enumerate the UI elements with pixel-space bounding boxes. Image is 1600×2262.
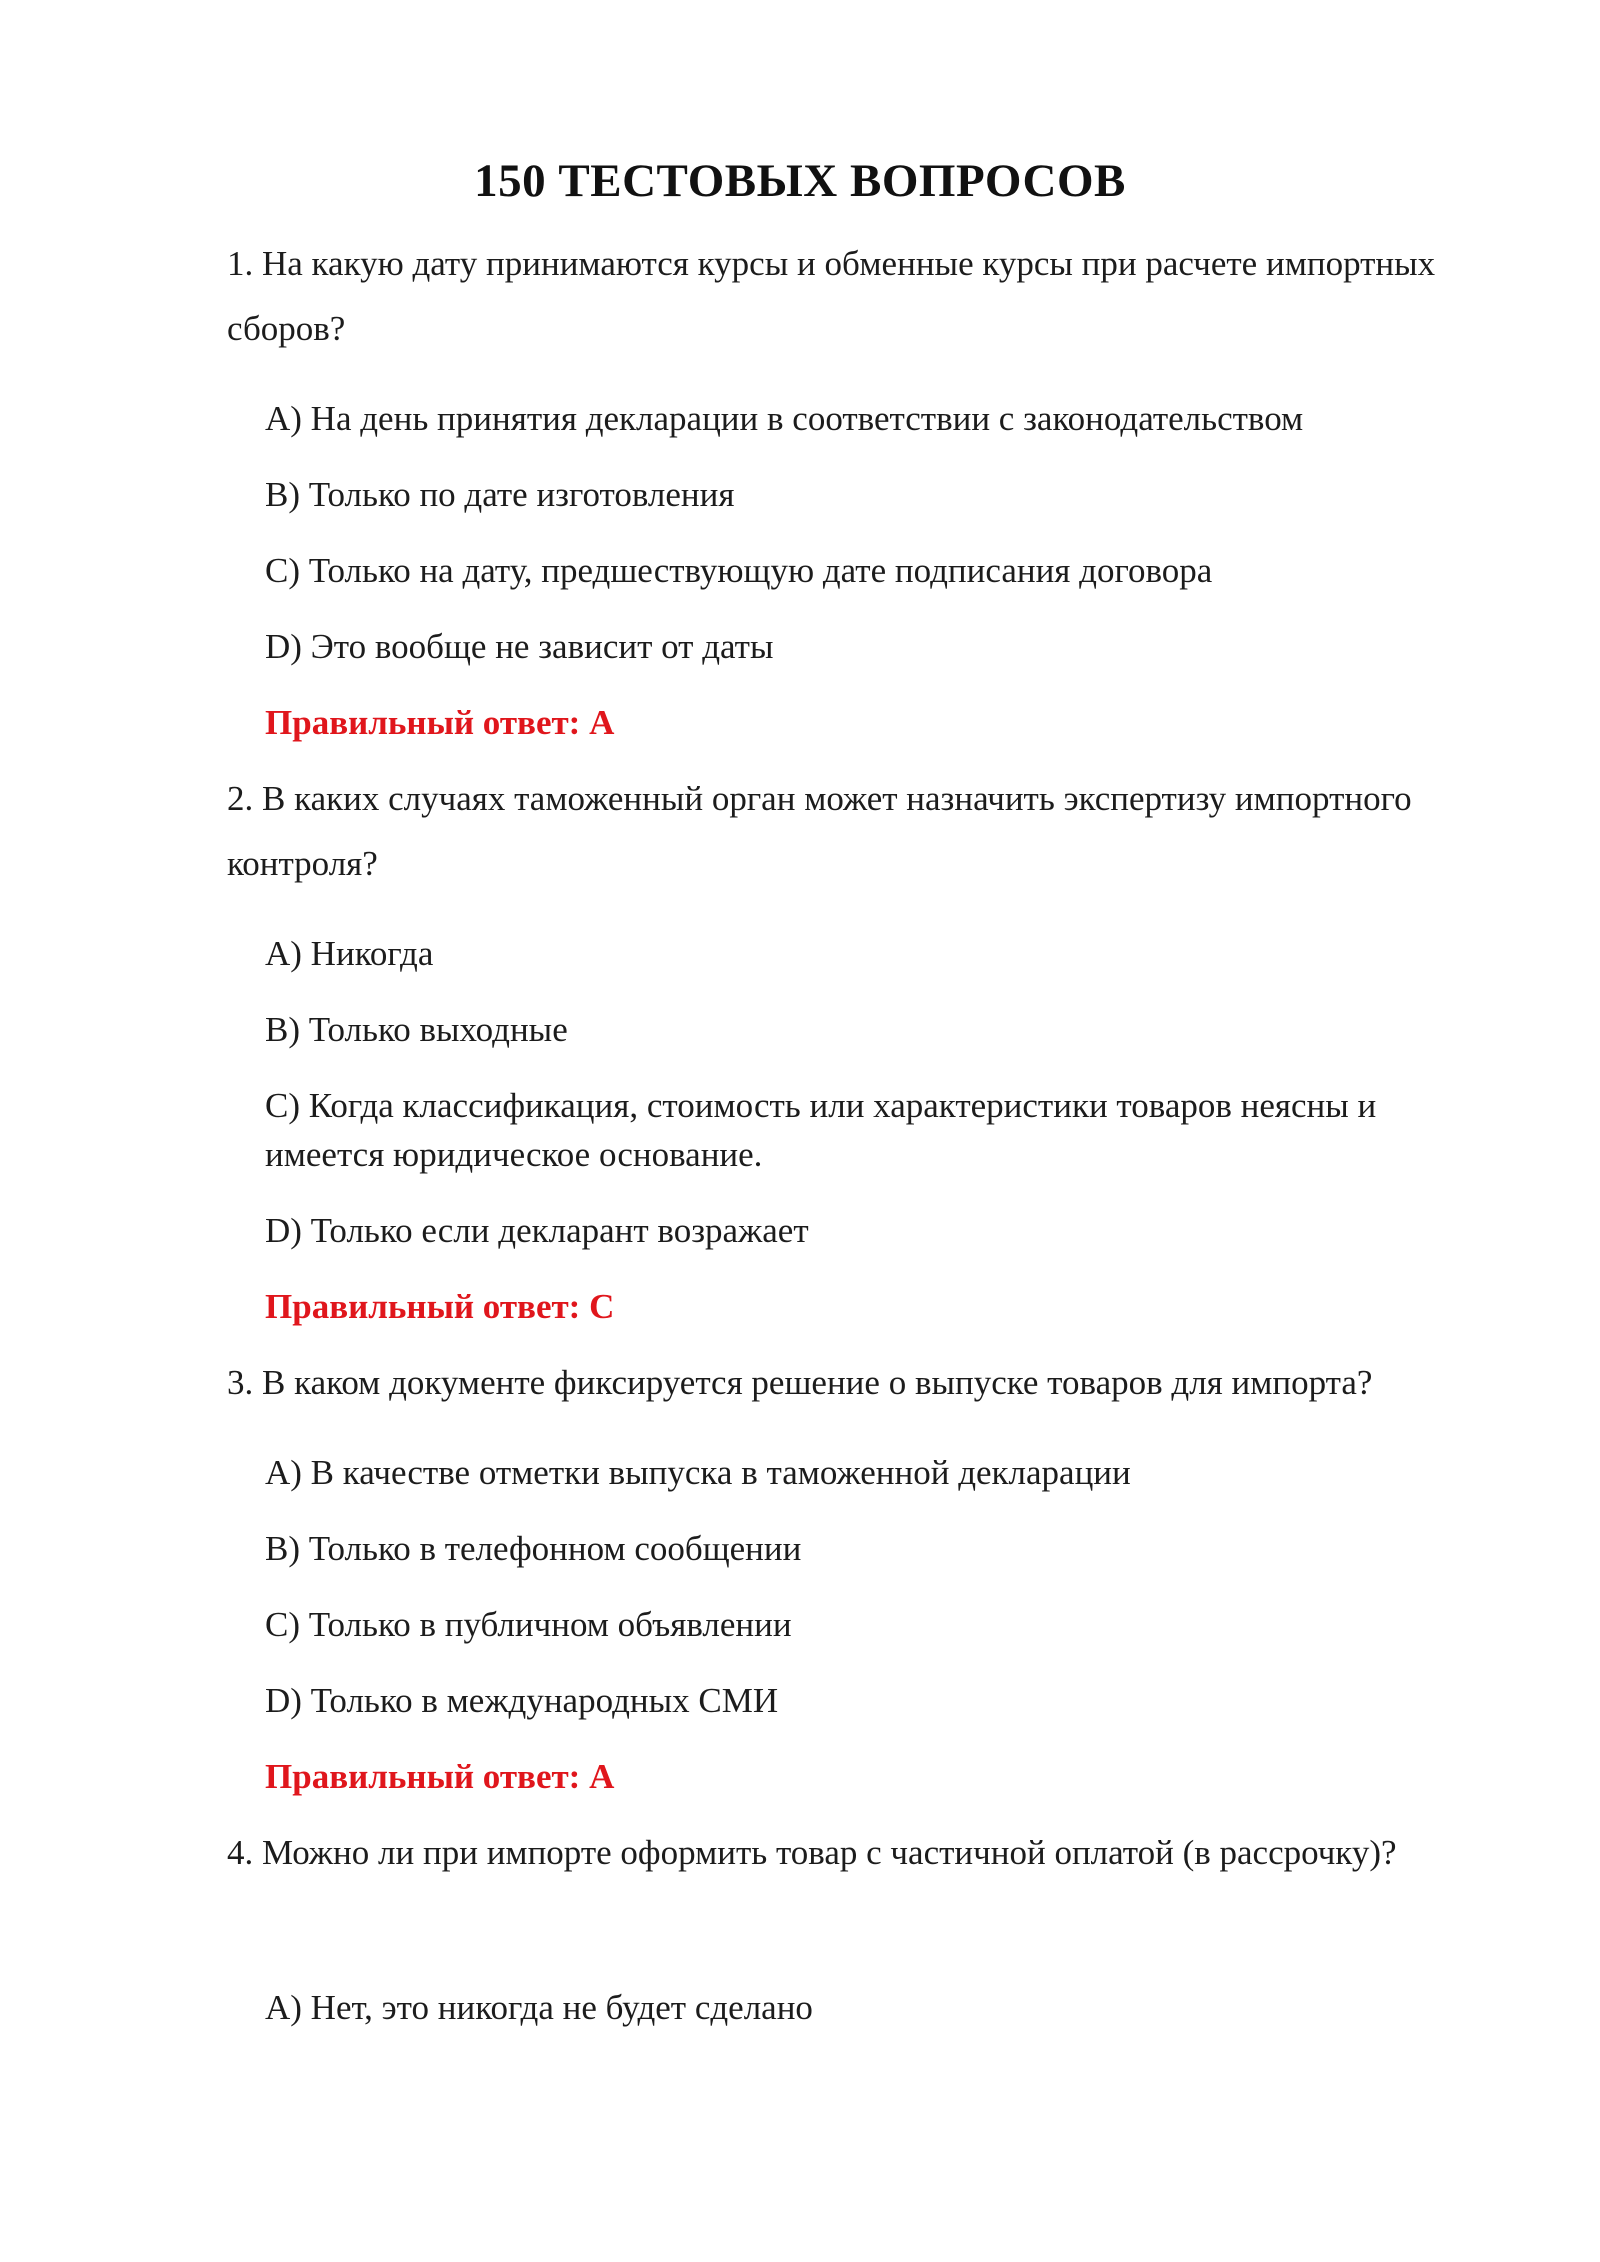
question-3-option-b: B) Только в телефонном сообщении bbox=[265, 1529, 802, 1568]
question-2-option-a: A) Никогда bbox=[265, 934, 434, 973]
question-3-answer: Правильный ответ: A bbox=[265, 1757, 615, 1796]
question-3-option-d: D) Только в международных СМИ bbox=[265, 1681, 779, 1720]
question-2-answer: Правильный ответ: C bbox=[265, 1287, 615, 1326]
question-4-option-a: A) Нет, это никогда не будет сделано bbox=[265, 1988, 813, 2027]
question-2-option-b: B) Только выходные bbox=[265, 1010, 568, 1049]
question-1-option-a: A) На день принятия декларации в соответствии с законодательством bbox=[265, 399, 1304, 438]
question-2-option-d: D) Только если декларант возражает bbox=[265, 1211, 809, 1250]
question-1-option-b: B) Только по дате изготовления bbox=[265, 475, 735, 514]
question-3-text: 3. В каком документе фиксируется решение о выпуске товаров для импорта? bbox=[227, 1363, 1373, 1402]
question-1-option-c: C) Только на дату, предшествующую дате подписания договора bbox=[265, 551, 1213, 590]
question-1-option-d: D) Это вообще не зависит от даты bbox=[265, 627, 774, 666]
question-1-answer: Правильный ответ: A bbox=[265, 703, 615, 742]
question-4-text: 4. Можно ли при импорте оформить товар с частичной оплатой (в рассрочку)? bbox=[227, 1833, 1397, 1872]
question-2-option-c: C) Когда классификация, стоимость или характеристики товаров неясны и имеется юридическое основание. bbox=[265, 1086, 1377, 1174]
page-title: 150 ТЕСТОВЫХ ВОПРОСОВ bbox=[474, 155, 1126, 207]
question-3-option-a: A) В качестве отметки выпуска в таможенной декларации bbox=[265, 1453, 1131, 1492]
question-1-text: 1. На какую дату принимаются курсы и обменные курсы при расчете импортных сборов? bbox=[227, 244, 1436, 348]
question-3-option-c: C) Только в публичном объявлении bbox=[265, 1605, 792, 1644]
question-2-text: 2. В каких случаях таможенный орган может назначить экспертизу импортного контроля? bbox=[227, 779, 1412, 883]
